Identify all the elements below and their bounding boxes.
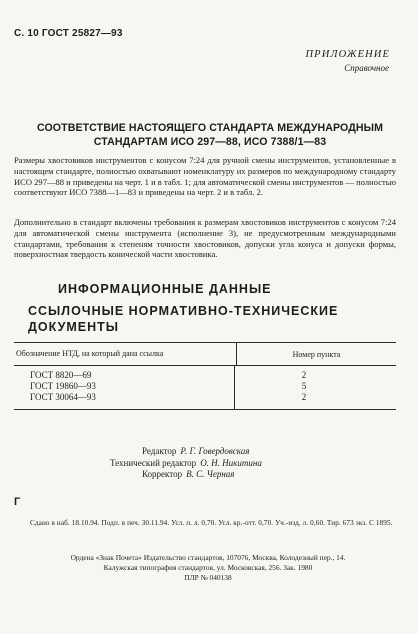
tech-editor-role: Технический редактор [110, 457, 197, 468]
table-row [14, 370, 396, 381]
imprint-line-1: Ордена «Знак Почета» Издательство стандартов, 107076, Москва, Колодезный пер., 14. [70, 553, 346, 562]
table-cell-document: ГОСТ 8820—69 [30, 370, 92, 380]
page-header: С. 10 ГОСТ 25827—93 [14, 28, 123, 39]
table-body [14, 366, 396, 409]
table-cell-item: 2 [301, 392, 307, 402]
paragraph-1: Размеры хвостовиков инструментов с конусом 7:24 для ручной смены инструментов, установленные в настоящем стандарте, полностью охватывают номенклатуру их размеров по международному стандарту ИСО 297—88 и приведены на черт. 1 и в табл. 1; для автоматической смены инструментов — полностью соответствуют ИСО 7388—1—83 и приведены на черт. 2 и в табл. 2. [14, 155, 396, 198]
corrector-role: Корректор [142, 469, 183, 479]
section-title-line2: СТАНДАРТАМ ИСО 297—88, ИСО 7388/1—83 [93, 136, 327, 148]
print-details: Сдано в наб. 18.10.94. Подп. в печ. 30.11.94. Усл. п. л. 0,70. Усл. кр.-отт. 0,70. Уч.-изд. л. 0,60. Тир. 673 экз. С 1895. [30, 519, 393, 527]
paragraph-2: Дополнительно в стандарт включены требования к размерам хвостовиков инструментов с конусом 7:24 для автоматической смены инструмента (исполнение 3), не предусмотренным международными стандартами, требования к степеням точности хвостовиков, допуски угла конуса и допуски формы, поверхностная твердость конической части хвостовика. [14, 217, 396, 260]
info-heading: ИНФОРМАЦИОННЫЕ ДАННЫЕ [58, 282, 272, 296]
table-cell-item: 5 [301, 381, 307, 391]
section-title-line1: СООТВЕТСТВИЕ НАСТОЯЩЕГО СТАНДАРТА МЕЖДУНАРОДНЫМ [36, 122, 384, 134]
imprint-line-2: Калужская типография стандартов, ул. Московская, 256. Зак. 1980 [103, 563, 313, 573]
table-cell-item: 2 [301, 370, 307, 380]
table-row [14, 392, 396, 403]
references-heading: ССЫЛОЧНЫЕ НОРМАТИВНО-ТЕХНИЧЕСКИЕ ДОКУМЕНТЫ [28, 304, 339, 334]
column-header-document: Обозначение НТД, на который дана ссылка [14, 343, 237, 365]
appendix-title: ПРИЛОЖЕНИЕ [305, 49, 390, 60]
imprint-line-3: ПЛР № 040138 [184, 573, 232, 583]
table-cell-document: ГОСТ 19860—93 [30, 381, 96, 391]
corrector-name: В. С. Черная [186, 469, 235, 479]
column-header-item: Номер пункта [292, 349, 341, 359]
table-header [14, 343, 396, 366]
references-table [14, 342, 396, 410]
editor-line [110, 446, 350, 458]
editor-name: Р. Г. Говердовская [180, 446, 250, 456]
table-cell-document: ГОСТ 30064—93 [30, 392, 96, 402]
editor-role: Редактор [142, 446, 177, 456]
corrector-line [110, 469, 350, 481]
publisher-imprint [14, 553, 402, 584]
publisher-mark: Г [14, 496, 21, 508]
appendix-subtitle: Справочное [344, 63, 389, 73]
credits-block [110, 446, 350, 481]
table-row [14, 381, 396, 392]
tech-editor-line [110, 458, 350, 470]
tech-editor-name: О. Н. Никитина [200, 457, 262, 468]
